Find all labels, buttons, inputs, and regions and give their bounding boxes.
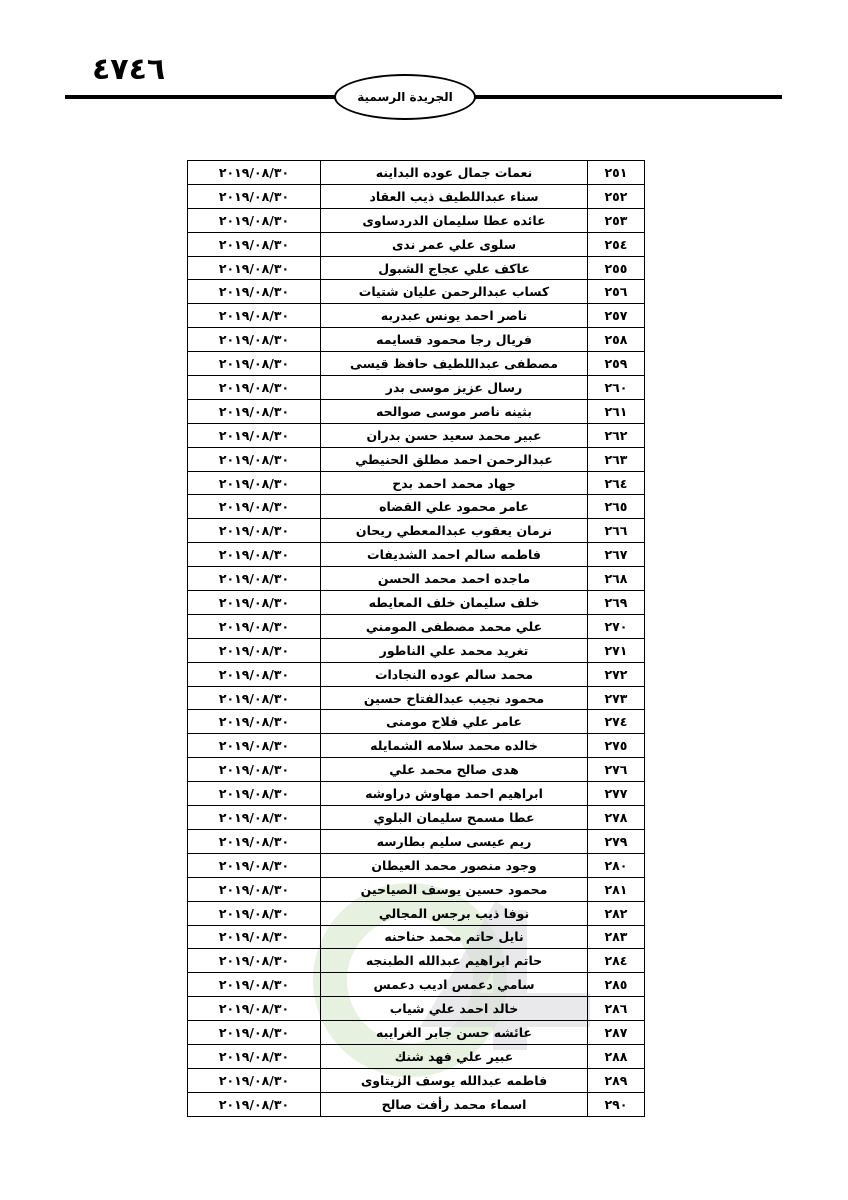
row-number: ٢٦٨ xyxy=(588,567,645,591)
row-number: ٢٥٩ xyxy=(588,352,645,376)
table-row xyxy=(188,1021,645,1045)
row-name: ابراهيم احمد مهاوش دراوشه xyxy=(321,782,588,806)
row-number: ٢٨٣ xyxy=(588,925,645,949)
row-number: ٢٦٥ xyxy=(588,495,645,519)
row-number: ٢٩٠ xyxy=(588,1092,645,1116)
row-name: محمود حسين يوسف الصياحين xyxy=(321,877,588,901)
table-row xyxy=(188,495,645,519)
row-number: ٢٦٠ xyxy=(588,376,645,400)
row-name: عائشه حسن جابر الغرايبه xyxy=(321,1021,588,1045)
header-oval xyxy=(334,74,476,120)
row-number: ٢٧٧ xyxy=(588,782,645,806)
table-row xyxy=(188,1044,645,1068)
row-number: ٢٧٥ xyxy=(588,734,645,758)
row-name: نوفا ذيب برجس المجالي xyxy=(321,901,588,925)
row-date: ٢٠١٩/٠٨/٣٠ xyxy=(188,662,321,686)
table-row xyxy=(188,877,645,901)
row-name: علي محمد مصطفى المومني xyxy=(321,614,588,638)
row-date: ٢٠١٩/٠٨/٣٠ xyxy=(188,471,321,495)
row-name: عطا مسمح سليمان البلوي xyxy=(321,806,588,830)
table-row xyxy=(188,376,645,400)
table-row xyxy=(188,328,645,352)
row-number: ٢٨٤ xyxy=(588,949,645,973)
row-name: سامي دعمس اديب دعمس xyxy=(321,973,588,997)
row-number: ٢٧٦ xyxy=(588,758,645,782)
row-name: فاطمه عبدالله يوسف الزيتاوى xyxy=(321,1068,588,1092)
row-number: ٢٦٧ xyxy=(588,543,645,567)
row-name: عائده عطا سليمان الدردساوى xyxy=(321,208,588,232)
table-row xyxy=(188,232,645,256)
row-name: عبير محمد سعيد حسن بدران xyxy=(321,423,588,447)
table-row xyxy=(188,161,645,185)
table-row xyxy=(188,949,645,973)
row-number: ٢٧٩ xyxy=(588,829,645,853)
row-date: ٢٠١٩/٠٨/٣٠ xyxy=(188,1044,321,1068)
row-name: هدى صالح محمد علي xyxy=(321,758,588,782)
row-date: ٢٠١٩/٠٨/٣٠ xyxy=(188,376,321,400)
row-date: ٢٠١٩/٠٨/٣٠ xyxy=(188,399,321,423)
row-date: ٢٠١٩/٠٨/٣٠ xyxy=(188,1092,321,1116)
row-number: ٢٥١ xyxy=(588,161,645,185)
row-number: ٢٦٣ xyxy=(588,447,645,471)
row-date: ٢٠١٩/٠٨/٣٠ xyxy=(188,232,321,256)
table-row xyxy=(188,925,645,949)
row-number: ٢٥٢ xyxy=(588,184,645,208)
row-date: ٢٠١٩/٠٨/٣٠ xyxy=(188,734,321,758)
row-name: تغريد محمد علي الناطور xyxy=(321,638,588,662)
row-date: ٢٠١٩/٠٨/٣٠ xyxy=(188,567,321,591)
row-number: ٢٧٨ xyxy=(588,806,645,830)
table-row xyxy=(188,519,645,543)
row-name: نرمان يعقوب عبدالمعطي ريحان xyxy=(321,519,588,543)
row-number: ٢٨٩ xyxy=(588,1068,645,1092)
row-name: نعمات جمال عوده البداينه xyxy=(321,161,588,185)
row-number: ٢٥٦ xyxy=(588,280,645,304)
row-date: ٢٠١٩/٠٨/٣٠ xyxy=(188,638,321,662)
row-date: ٢٠١٩/٠٨/٣٠ xyxy=(188,304,321,328)
row-date: ٢٠١٩/٠٨/٣٠ xyxy=(188,280,321,304)
row-name: حاتم ابراهيم عبدالله الطبنجه xyxy=(321,949,588,973)
row-name: ماجده احمد محمد الحسن xyxy=(321,567,588,591)
table-row xyxy=(188,1068,645,1092)
row-date: ٢٠١٩/٠٨/٣٠ xyxy=(188,973,321,997)
row-number: ٢٦١ xyxy=(588,399,645,423)
row-name: جهاد محمد احمد بدح xyxy=(321,471,588,495)
row-date: ٢٠١٩/٠٨/٣٠ xyxy=(188,543,321,567)
row-number: ٢٨٧ xyxy=(588,1021,645,1045)
row-name: محمد سالم عوده النجادات xyxy=(321,662,588,686)
row-name: خلف سليمان خلف المعايطه xyxy=(321,591,588,615)
row-name: عاكف علي عجاج الشبول xyxy=(321,256,588,280)
row-name: فاطمه سالم احمد الشديفات xyxy=(321,543,588,567)
names-table xyxy=(187,160,645,1117)
row-number: ٢٨٦ xyxy=(588,997,645,1021)
table-row xyxy=(188,423,645,447)
row-date: ٢٠١٩/٠٨/٣٠ xyxy=(188,208,321,232)
row-number: ٢٥٥ xyxy=(588,256,645,280)
row-date: ٢٠١٩/٠٨/٣٠ xyxy=(188,806,321,830)
row-date: ٢٠١٩/٠٨/٣٠ xyxy=(188,423,321,447)
row-name: مصطفى عبداللطيف حافظ قيسى xyxy=(321,352,588,376)
table-row xyxy=(188,591,645,615)
row-date: ٢٠١٩/٠٨/٣٠ xyxy=(188,877,321,901)
row-number: ٢٦٩ xyxy=(588,591,645,615)
table-row xyxy=(188,973,645,997)
table-row xyxy=(188,638,645,662)
row-date: ٢٠١٩/٠٨/٣٠ xyxy=(188,853,321,877)
table-row xyxy=(188,280,645,304)
table-row xyxy=(188,184,645,208)
table-row xyxy=(188,1092,645,1116)
row-number: ٢٨١ xyxy=(588,877,645,901)
table-row xyxy=(188,758,645,782)
row-date: ٢٠١٩/٠٨/٣٠ xyxy=(188,614,321,638)
row-name: اسماء محمد رأفت صالح xyxy=(321,1092,588,1116)
row-name: كساب عبدالرحمن عليان شتيات xyxy=(321,280,588,304)
row-name: وجود منصور محمد العيطان xyxy=(321,853,588,877)
table-row xyxy=(188,352,645,376)
row-number: ٢٥٤ xyxy=(588,232,645,256)
table-row xyxy=(188,399,645,423)
page-number: ٤٧٤٦ xyxy=(92,52,166,87)
row-name: محمود نجيب عبدالفتاح حسين xyxy=(321,686,588,710)
row-number: ٢٧٠ xyxy=(588,614,645,638)
table-row xyxy=(188,543,645,567)
row-date: ٢٠١٩/٠٨/٣٠ xyxy=(188,495,321,519)
row-name: عبير علي فهد شنك xyxy=(321,1044,588,1068)
table-row xyxy=(188,901,645,925)
row-number: ٢٥٨ xyxy=(588,328,645,352)
row-number: ٢٨٥ xyxy=(588,973,645,997)
row-date: ٢٠١٩/٠٨/٣٠ xyxy=(188,949,321,973)
row-date: ٢٠١٩/٠٨/٣٠ xyxy=(188,997,321,1021)
row-name: خالده محمد سلامه الشمايله xyxy=(321,734,588,758)
row-name: سناء عبداللطيف ذيب العقاد xyxy=(321,184,588,208)
row-date: ٢٠١٩/٠٨/٣٠ xyxy=(188,591,321,615)
row-date: ٢٠١٩/٠٨/٣٠ xyxy=(188,447,321,471)
table-row xyxy=(188,256,645,280)
row-date: ٢٠١٩/٠٨/٣٠ xyxy=(188,925,321,949)
table-row xyxy=(188,686,645,710)
row-name: عبدالرحمن احمد مطلق الحنيطي xyxy=(321,447,588,471)
row-number: ٢٨٢ xyxy=(588,901,645,925)
row-name: بثينه ناصر موسى صوالحه xyxy=(321,399,588,423)
row-date: ٢٠١٩/٠٨/٣٠ xyxy=(188,782,321,806)
row-number: ٢٥٣ xyxy=(588,208,645,232)
row-date: ٢٠١٩/٠٨/٣٠ xyxy=(188,758,321,782)
row-number: ٢٦٦ xyxy=(588,519,645,543)
table-row xyxy=(188,447,645,471)
table-row xyxy=(188,662,645,686)
table-row xyxy=(188,829,645,853)
table-row xyxy=(188,782,645,806)
table-row xyxy=(188,471,645,495)
row-name: ناصر احمد يونس عبدربه xyxy=(321,304,588,328)
row-date: ٢٠١٩/٠٨/٣٠ xyxy=(188,352,321,376)
row-date: ٢٠١٩/٠٨/٣٠ xyxy=(188,1068,321,1092)
row-number: ٢٧٤ xyxy=(588,710,645,734)
row-number: ٢٦٢ xyxy=(588,423,645,447)
row-number: ٢٨٠ xyxy=(588,853,645,877)
row-number: ٢٦٤ xyxy=(588,471,645,495)
row-date: ٢٠١٩/٠٨/٣٠ xyxy=(188,256,321,280)
row-number: ٢٧٣ xyxy=(588,686,645,710)
row-date: ٢٠١٩/٠٨/٣٠ xyxy=(188,161,321,185)
row-name: عامر علي فلاح مومنى xyxy=(321,710,588,734)
row-date: ٢٠١٩/٠٨/٣٠ xyxy=(188,328,321,352)
table-row xyxy=(188,614,645,638)
row-name: سلوى علي عمر ندى xyxy=(321,232,588,256)
table-row xyxy=(188,806,645,830)
row-name: ريم عيسى سليم بطارسه xyxy=(321,829,588,853)
row-name: رسال عزيز موسى بدر xyxy=(321,376,588,400)
row-number: ٢٧١ xyxy=(588,638,645,662)
row-name: نايل حاتم محمد حناحنه xyxy=(321,925,588,949)
row-name: خالد احمد علي شياب xyxy=(321,997,588,1021)
row-date: ٢٠١٩/٠٨/٣٠ xyxy=(188,901,321,925)
row-name: فريال رجا محمود قسايمه xyxy=(321,328,588,352)
table-row xyxy=(188,997,645,1021)
gazette-title: الجريدة الرسمية xyxy=(357,90,453,104)
row-name: عامر محمود علي القضاه xyxy=(321,495,588,519)
table-row xyxy=(188,304,645,328)
table-row xyxy=(188,208,645,232)
table-row xyxy=(188,567,645,591)
table-row xyxy=(188,734,645,758)
row-date: ٢٠١٩/٠٨/٣٠ xyxy=(188,184,321,208)
row-date: ٢٠١٩/٠٨/٣٠ xyxy=(188,519,321,543)
row-date: ٢٠١٩/٠٨/٣٠ xyxy=(188,829,321,853)
row-date: ٢٠١٩/٠٨/٣٠ xyxy=(188,1021,321,1045)
row-date: ٢٠١٩/٠٨/٣٠ xyxy=(188,710,321,734)
row-number: ٢٧٢ xyxy=(588,662,645,686)
row-number: ٢٥٧ xyxy=(588,304,645,328)
table-row xyxy=(188,853,645,877)
row-number: ٢٨٨ xyxy=(588,1044,645,1068)
table-row xyxy=(188,710,645,734)
row-date: ٢٠١٩/٠٨/٣٠ xyxy=(188,686,321,710)
